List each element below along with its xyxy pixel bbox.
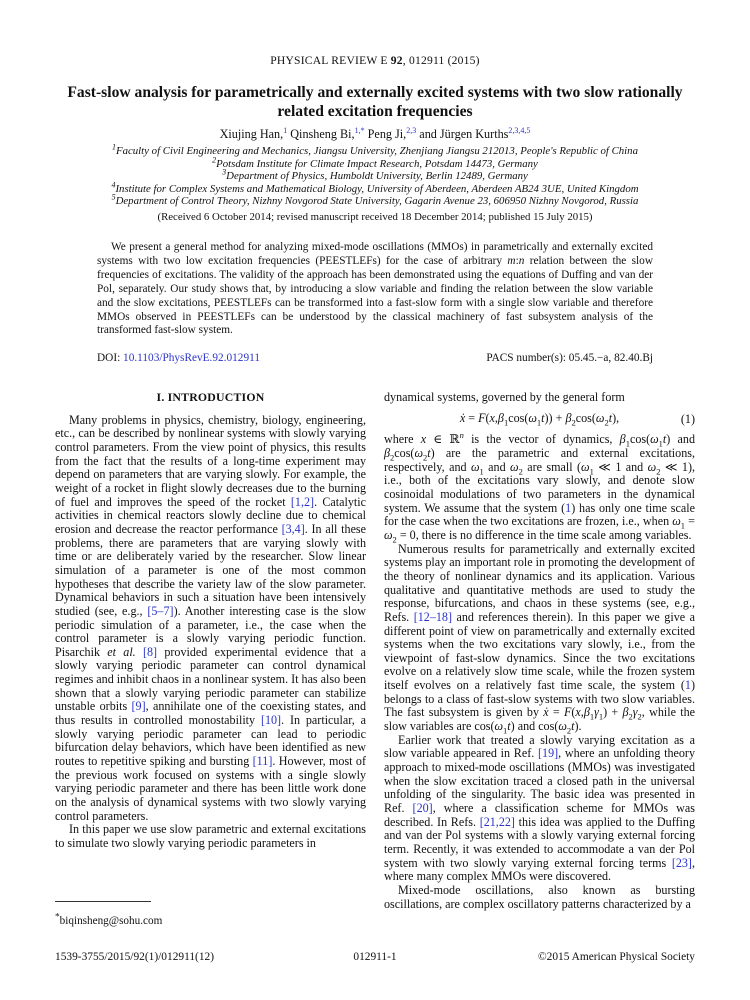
received-dates: (Received 6 October 2014; revised manuscript received 18 December 2014; published 15 July 2015) — [157, 210, 593, 223]
affiliation-1: $^1$Faculty of Civil Engineering and Mechanics, Jiangsu University, Zhenjiang Jiangsu 212013, People's Republic of China — [112, 142, 638, 157]
intro-paragraph-4: Numerous results for parametrically and externally excited systems play an important role in promoting the development of the theory of nonlinear dynamics and its application. Various qualitative and quantitative methods are used to study the response, bifurcations, and chaos in these systems (see, e.g., Refs. [12–18] and references therein). In this paper we give a different point of view on parametrically and externally excited systems when the two excitations vary slowly, i.e., from the viewpoint of fast-slow dynamics. Since the two excitations evolve on a relatively slow time scale, while the frozen system itself evolves on a relatively fast time scale, the system (1) belongs to a class of fast-slow systems with two slow variables. The fast subsystem is given by ẋ = $F(x,\beta_1\gamma_1) + \beta_2\gamma_2$, while the slow variables are $\cos(\omega_1t)$ and $\cos(\omega_2t)$. — [384, 541, 696, 736]
author-line: Xiujing Han,$^1$ Qinsheng Bi,$^{1,*}$ Peng Ji,$^{2,3}$ and Jürgen Kurths$^{2,3,4,5}$ — [219, 125, 531, 141]
equation-1-body: ẋ = $F(x,\beta_1\cos(\omega_1t)) + \beta_2\cos(\omega_2t)$, — [459, 410, 620, 428]
right-column — [384, 391, 695, 911]
section-heading-introduction: I. INTRODUCTION — [156, 390, 265, 404]
affiliation-2: $^2$Potsdam Institute for Climate Impact Research, Potsdam 14473, Germany — [212, 154, 538, 170]
doi-link[interactable]: 10.1103/PhysRevE.92.012911 — [123, 352, 260, 364]
citation-link[interactable]: [5–7] — [147, 603, 174, 618]
citation-link[interactable]: [20] — [412, 801, 433, 816]
citation-link[interactable]: [10] — [260, 713, 282, 728]
citation-link[interactable]: [11] — [252, 754, 273, 769]
citation-link[interactable]: [8] — [142, 644, 158, 659]
corresponding-author-email[interactable]: *biqinsheng@sohu.com — [55, 912, 163, 927]
abstract: We present a general method for analyzing mixed-mode oscillations (MMOs) in parametrically and externally excited systems with two low excitation frequencies (PEESTLEFs) for the case of arbitrary m:n relation between the slow frequencies of excitations. The validity of the approach has been demonstrated using the equations of Duffing and van der Pol, separately. Our study shows that, by introducing a slow variable and finding the relation between the slow variable and the slow excitations, PEESTLEFs can be transformed into a fast-slow form with a single slow variable and therefore MMOs observed in PEESTLEFs can be understood by the classical machinery of fast subsystem analysis of the transformed fast-slow system. — [97, 241, 653, 337]
citation-link[interactable]: [23] — [671, 855, 692, 870]
citation-link[interactable]: [12–18] — [413, 609, 452, 624]
affiliation-5: $^5$Department of Control Theory, Nizhny Novgorod State University, Gagarin Avenue 23, 606950 Nizhny Novgorod, Russia — [111, 192, 639, 207]
citation-link[interactable]: 1 — [565, 500, 572, 515]
doi-line — [97, 352, 260, 364]
citation-link[interactable]: [21,22] — [479, 814, 515, 829]
citation-link[interactable]: [1,2] — [290, 494, 315, 509]
issn-identifier: 1539-3755/2015/92(1)/012911(12) — [55, 951, 215, 963]
pacs-numbers: PACS number(s): 05.45.−a, 82.40.Bj — [486, 352, 653, 364]
doi-label: DOI: — [97, 352, 124, 364]
intro-paragraph-5: Earlier work that treated a slowly varying excitation as a slow variable appeared in Ref. [19], where an unfolding theory approach to mixed-mode oscillations (MMOs) was investigated when the slow excitation traced a closed path in the universal unfolding of the singularity. The basic idea was presented in Ref. [20], where a classification scheme for MMOs was described. In Refs. [21,22] this idea was applied to the Duffing and van der Pol systems with a slowly varying external forcing term. Recently, it was extended to accommodate a van der Pol system with two slowly varying external forcing terms [23], where many complex MMOs were discovered. — [384, 732, 696, 884]
affiliation-4: $^4$Institute for Complex Systems and Mathematical Biology, University of Aberdeen, Aberdeen AB24 3UE, United Kingdom — [111, 179, 639, 195]
intro-paragraph-2-continuation: dynamical systems, governed by the general form — [384, 390, 625, 404]
footnote-block — [55, 901, 366, 927]
journal-header: PHYSICAL REVIEW E 92, 012911 (2015) — [270, 54, 480, 67]
intro-paragraph-1: Many problems in physics, chemistry, biology, engineering, etc., can be described by nonlinear systems with slowly varying control parameters. From the view point of physics, this results from the fact that the results of a long-time experiment may depend on parameters that are varying slowly. For example, the weight of a rocket in flight slowly decreases due to the burning of fuel and improves the speed of the rocket [1,2]. Catalytic activities in chemical reactors slowly decline due to chemical erosion and decrease the reactor performance [3,4]. In all these problems, there are parameters that are varying slowly with time or are deliberately varied by the researcher. Slow linear simulation of a parameter is one of the most common hypotheses that describe the variety law of the slow parameter. Dynamical behaviors in such a situation have been intensively studied (see, e.g., [5–7]). Another interesting case is the slow periodic simulation of a parameter, i.e., the case when the control parameter is a slowly varying periodic function. Pisarchik et al. [8] provided experimental evidence that a slowly varying periodic parameter can control dynamical regimes and inhibit chaos in a nonlinear system. It has also been shown that a slowly varying periodic parameter can stabilize unstable orbits [9], annihilate one of the coexisting states, and thus results in controlled monostability [10]. In particular, a slowly varying periodic parameter can lead to periodic bifurcation delay behaviors, which have been identified as new routes to repetitive spiking and bursting [11]. However, most of the previous work focused on systems with a single slowly varying periodic parameter and there has been little work done on the analysis of dynamical systems with two slowly varying control parameters. — [55, 412, 367, 823]
left-column — [55, 391, 366, 851]
equation-1 — [384, 412, 695, 426]
affiliation-3: $^3$Department of Physics, Humboldt University, Berlin 12489, Germany — [222, 167, 528, 182]
intro-paragraph-2: In this paper we use slow parametric and external excitations to simulate two slowly varying periodic parameters in — [55, 822, 366, 850]
citation-link[interactable]: [9] — [131, 699, 146, 714]
intro-paragraph-6: Mixed-mode oscillations, also known as bursting oscillations, are complex oscillatory patterns characterized by a — [384, 882, 695, 911]
footnote-rule — [55, 901, 151, 902]
paper-title: Fast-slow analysis for parametrically and externally excited systems with two slow rationally related excitation frequencies — [67, 84, 683, 120]
citation-link[interactable]: [19] — [538, 746, 559, 761]
intro-paragraph-3: where x ∈ ℝ$^n$ is the vector of dynamics, $\beta_1\cos(\omega_1t)$ and $\beta_2\cos(\omega_2t)$ are the parametric and external excitations, respectively, and $\omega_1$ and $\omega_2$ are small ($\omega_1$ ≪ 1 and $\omega_2$ ≪ 1), i.e., both of the excitations vary slowly, and denote slow cosinoidal modulations of two parameters in the dynamical system. We assume that the system (1) has only one time scale for the case when the two excitations are frozen, i.e., when $\omega_1 = \omega_2 = 0$, there is no difference in the time scale among variables. — [384, 430, 696, 545]
doi-pacs-line — [97, 352, 653, 364]
citation-link[interactable]: 1 — [684, 678, 691, 693]
equation-1-number: (1) — [680, 411, 695, 426]
affiliations — [30, 142, 720, 223]
copyright-notice: ©2015 American Physical Society — [537, 951, 695, 963]
page-number: 012911-1 — [353, 951, 397, 963]
citation-link[interactable]: [3,4] — [281, 521, 305, 536]
